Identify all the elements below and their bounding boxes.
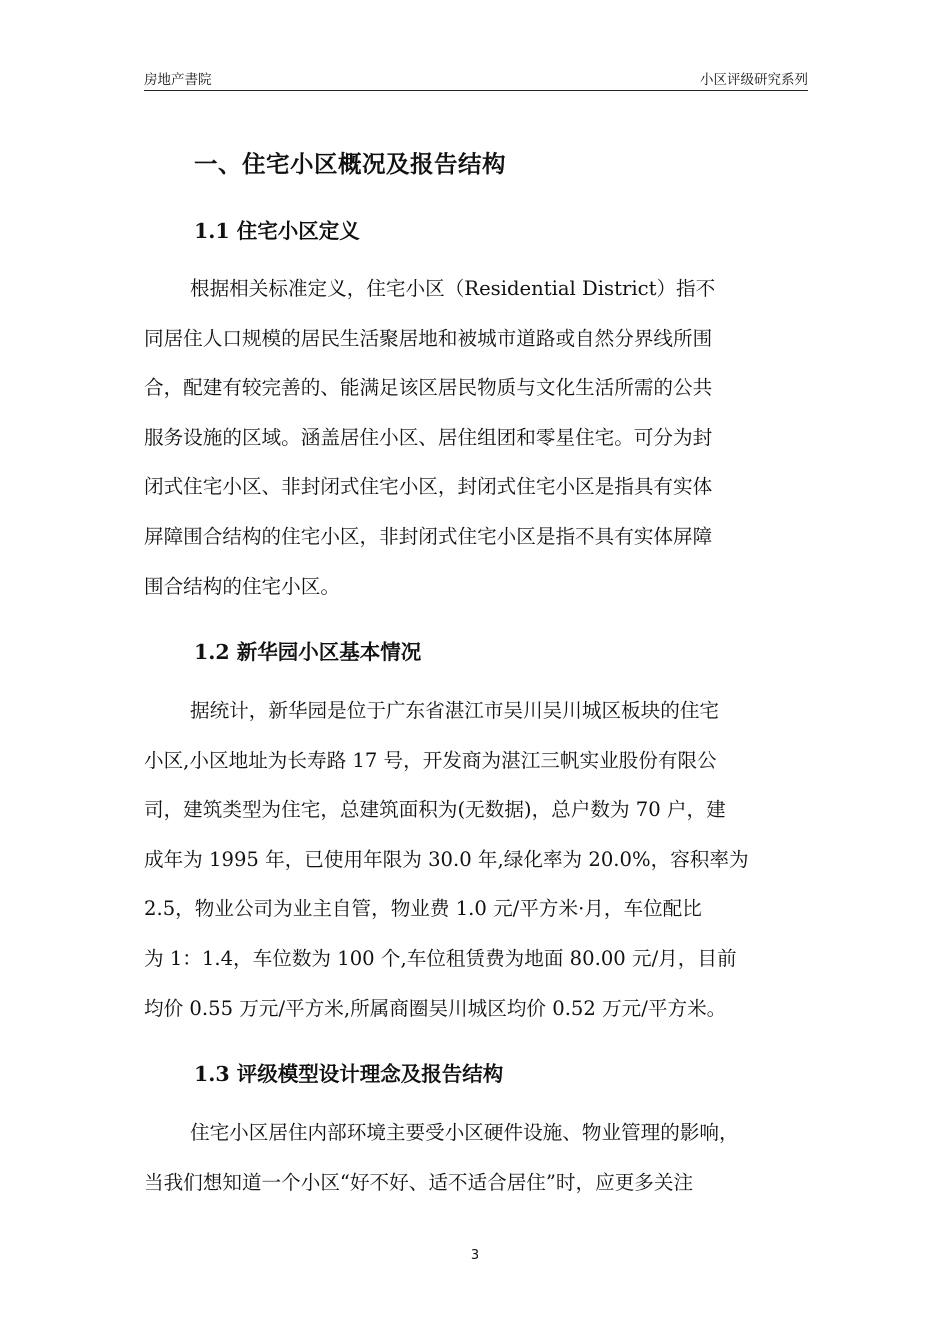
header-right-text: 小区评级研究系列 xyxy=(700,72,808,88)
section-heading-1-2: 1.2 新华园小区基本情况 xyxy=(194,640,422,664)
section-paragraph-1-2 xyxy=(144,686,808,1033)
paragraph-line: 住宅小区居住内部环境主要受小区硬件设施、物业管理的影响， xyxy=(190,1121,739,1144)
paragraph-line: 服务设施的区域。涵盖居住小区、居住组团和零星住宅。可分为封 xyxy=(144,425,713,449)
section-heading-1-1: 1.1 住宅小区定义 xyxy=(194,219,360,243)
paragraph-line: 根据相关标准定义，住宅小区（Residential District）指不 xyxy=(190,277,716,300)
section-heading-1-3: 1.3 评级模型设计理念及报告结构 xyxy=(194,1062,504,1086)
page-header xyxy=(144,66,808,91)
page-number: 3 xyxy=(470,1248,480,1263)
paragraph-line: 围合结构的住宅小区。 xyxy=(144,574,340,598)
paragraph-line: 均价 0.55 万元/平方米,所属商圈吴川城区均价 0.52 万元/平方米。 xyxy=(144,996,727,1020)
paragraph-line: 据统计，新华园是位于广东省湛江市吴川吴川城区板块的住宅 xyxy=(190,699,720,722)
section-paragraph-1-3 xyxy=(144,1108,808,1207)
paragraph-line: 为 1：1.4，车位数为 100 个,车位租赁费为地面 80.00 元/月，目前 xyxy=(144,946,737,970)
section-paragraph-1-1 xyxy=(144,264,808,611)
paragraph-line: 同居住人口规模的居民生活聚居地和被城市道路或自然分界线所围 xyxy=(144,326,713,350)
paragraph-line: 成年为 1995 年，已使用年限为 30.0 年,绿化率为 20.0%，容积率为 xyxy=(144,847,749,871)
paragraph-line: 闭式住宅小区、非封闭式住宅小区，封闭式住宅小区是指具有实体 xyxy=(144,475,713,499)
paragraph-line: 2.5，物业公司为业主自管，物业费 1.0 元/平方米·月，车位配比 xyxy=(144,897,702,921)
paragraph-line: 小区,小区地址为长寿路 17 号，开发商为湛江三帆实业股份有限公 xyxy=(144,748,717,772)
paragraph-line: 司，建筑类型为住宅，总建筑面积为(无数据)，总户数为 70 户，建 xyxy=(144,798,726,822)
paragraph-line: 合，配建有较完善的、能满足该区居民物质与文化生活所需的公共 xyxy=(144,376,713,400)
paragraph-line: 屏障围合结构的住宅小区，非封闭式住宅小区是指不具有实体屏障 xyxy=(144,524,713,548)
header-left-text: 房地产書院 xyxy=(144,72,212,88)
paragraph-line: 当我们想知道一个小区“好不好、适不适合居住”时，应更多关注 xyxy=(144,1170,694,1194)
chapter-title: 一、住宅小区概况及报告结构 xyxy=(194,150,506,178)
